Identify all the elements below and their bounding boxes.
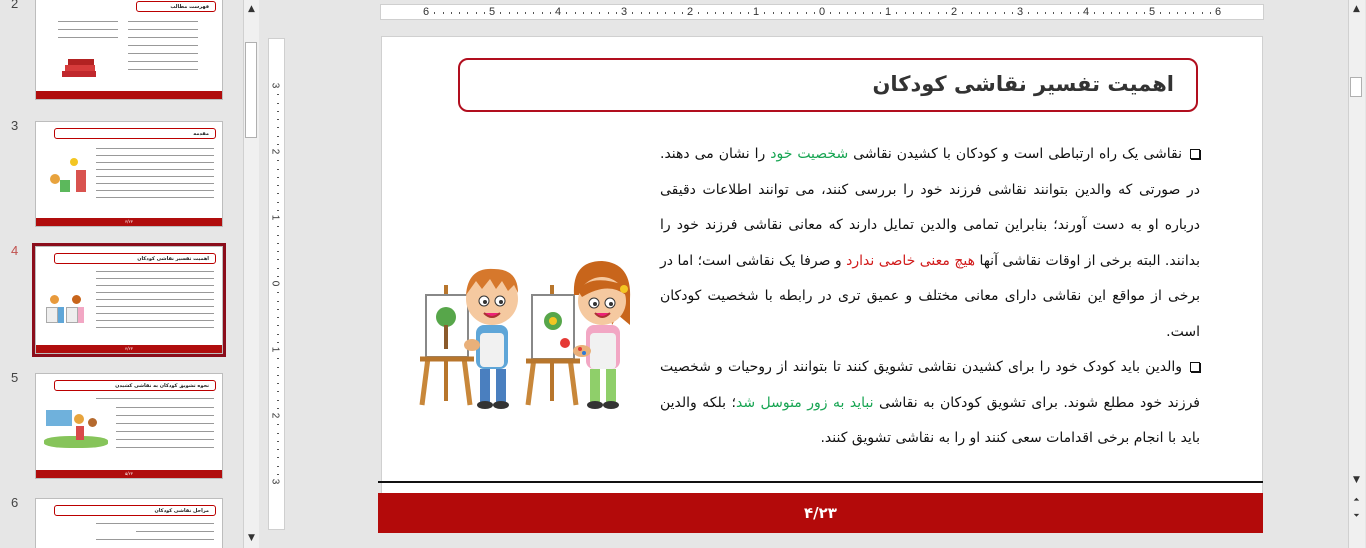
family-park-icon (44, 406, 108, 450)
ruler-tick (1037, 12, 1038, 14)
slide-number-2: 2 (11, 0, 19, 11)
ruler-label: 6 (1214, 6, 1222, 18)
slide-page-number: ۴/۲۳ (804, 504, 837, 522)
ruler-tick (277, 433, 279, 434)
text-run: والدین باید کودک خود را برای کشیدن نقاشی تشویق کنند تا بتوانند از روحیات و شخصیت فرزند خود مطلع شوند. برای تشویق کودکان به نقاشی (660, 359, 1201, 411)
ruler-tick (1028, 12, 1029, 14)
ruler-tick (277, 276, 279, 277)
ruler-label: 1 (269, 214, 281, 221)
ruler-tick (277, 474, 279, 475)
text-run: ؛ بلکه والدین باید با انجام برخی اقدامات سعی کنند او را به نقاشی تشویق کنند. (660, 394, 1200, 446)
thumb-footer: ۵/۲۳ (36, 470, 222, 478)
ruler-tick (731, 12, 732, 14)
ruler-tick (277, 367, 279, 368)
ruler-tick (1169, 12, 1170, 14)
ruler-tick (277, 400, 279, 401)
ruler-tick (277, 309, 279, 310)
ruler-label: 0 (269, 280, 281, 287)
ruler-label: 4 (1082, 6, 1090, 18)
ruler-tick (533, 12, 534, 14)
ruler-tick (863, 12, 864, 14)
ruler-tick (806, 12, 807, 14)
ruler-tick (740, 12, 741, 14)
ruler-tick (451, 12, 452, 14)
ruler-tick (277, 342, 279, 343)
ruler-tick (277, 301, 279, 302)
ruler-tick (277, 210, 279, 211)
ruler-tick (1012, 12, 1013, 14)
ruler-tick (797, 12, 798, 14)
slide-thumbnail-3[interactable] (35, 121, 223, 227)
slide-number-6: 6 (11, 495, 19, 510)
children-painting-illustration (412, 255, 644, 417)
ruler-label: 2 (269, 412, 281, 419)
slide-thumbnail-5[interactable] (35, 373, 223, 479)
ruler-tick (938, 12, 939, 14)
ruler-tick (657, 12, 658, 14)
ruler-tick (830, 12, 831, 14)
slide-thumbnail-4[interactable] (35, 246, 223, 354)
ruler-tick (434, 12, 435, 14)
thumb-title: نحوه تشویق کودکان به نقاشی کشیدن (54, 380, 216, 391)
slide-thumbnail-pane[interactable] (0, 0, 242, 548)
ruler-tick (987, 12, 988, 14)
ruler-tick (929, 12, 930, 14)
ruler-label: 6 (422, 6, 430, 18)
ruler-tick (1004, 12, 1005, 14)
ruler-tick (277, 127, 279, 128)
ruler-tick (748, 12, 749, 14)
slide-number-3: 3 (11, 118, 19, 133)
ruler-tick (277, 136, 279, 137)
ruler-tick (905, 12, 906, 14)
ruler-tick (1160, 12, 1161, 14)
next-slide-icon[interactable]: ⏷ (1353, 511, 1360, 520)
ruler-tick (277, 111, 279, 112)
ruler-tick (484, 12, 485, 14)
thumb-footer: ۴/۲۳ (36, 345, 222, 353)
ruler-tick (277, 375, 279, 376)
ruler-tick (277, 358, 279, 359)
ruler-tick (665, 12, 666, 14)
ruler-label: 1 (884, 6, 892, 18)
ruler-tick (649, 12, 650, 14)
ruler-tick (525, 12, 526, 14)
text-run: و صرفا یک نقاشی است؛ اما در برخی از مواقع این نقاشی دارای معانی مختلف و عمیق تری در رابطه با شخصیت کودکان است. (660, 252, 1200, 340)
ruler-tick (277, 226, 279, 227)
ruler-label: 3 (620, 6, 628, 18)
thumb-title: مقدمه (54, 128, 216, 139)
ruler-tick (277, 408, 279, 409)
ruler-tick (1119, 12, 1120, 14)
ruler-tick (575, 12, 576, 14)
slide-canvas[interactable] (381, 36, 1263, 532)
ruler-tick (913, 12, 914, 14)
bullet-icon (1190, 362, 1200, 372)
slide-body-text[interactable] (660, 137, 1200, 457)
ruler-tick (781, 12, 782, 14)
ruler-label: 1 (269, 346, 281, 353)
thumb-footer: ۳/۲۳ (36, 218, 222, 226)
right-easel (526, 285, 580, 405)
ruler-tick (1127, 12, 1128, 14)
ruler-tick (277, 193, 279, 194)
ruler-tick (872, 12, 873, 14)
ruler-tick (715, 12, 716, 14)
ruler-tick (517, 12, 518, 14)
scrollbar-thumb[interactable] (1350, 77, 1362, 97)
ruler-tick (1045, 12, 1046, 14)
slide-footer-bar (378, 493, 1263, 533)
ruler-tick (979, 12, 980, 14)
ruler-tick (277, 235, 279, 236)
ruler-tick (971, 12, 972, 14)
ruler-tick (591, 12, 592, 14)
ruler-tick (1210, 12, 1211, 14)
ruler-label: 3 (269, 478, 281, 485)
scroll-up-arrow-icon[interactable]: ▲ (248, 4, 255, 14)
ruler-tick (500, 12, 501, 14)
slide-number-4: 4 (11, 243, 19, 258)
slide-title-box[interactable] (458, 58, 1198, 112)
ruler-tick (962, 12, 963, 14)
ruler-label: 4 (554, 6, 562, 18)
ruler-tick (698, 12, 699, 14)
ruler-tick (277, 334, 279, 335)
ruler-tick (277, 243, 279, 244)
ruler-label: 5 (1148, 6, 1156, 18)
thumb-title: اهمیت تفسیر نقاشی کودکان (54, 253, 216, 264)
ruler-tick (723, 12, 724, 14)
ruler-tick (277, 325, 279, 326)
scroll-up-arrow-icon[interactable]: ▲ (1353, 4, 1360, 14)
text-run: را نشان می دهند. در صورتی که والدین بتوانند نقاشی فرزند خود را بررسی کنند، می توانند اطلاعات دقیقی درباره او به دست آورند؛ بنابراین تمامی والدین تمایل دارند که معانی نقاشی فرزند خود را بدانند. البته برخی از اوقات نقاشی آنها (660, 146, 1200, 269)
scroll-down-arrow-icon[interactable]: ▼ (1353, 475, 1360, 485)
ruler-tick (1144, 12, 1145, 14)
ruler-tick (1103, 12, 1104, 14)
ruler-tick (789, 12, 790, 14)
slide-number-5: 5 (11, 370, 19, 385)
ruler-tick (277, 94, 279, 95)
ruler-tick (855, 12, 856, 14)
text-highlight-green: شخصیت خود (770, 146, 849, 162)
text-highlight-red: هیچ معنی خاصی ندارد (846, 252, 975, 269)
ruler-tick (608, 12, 609, 14)
ruler-label: 2 (950, 6, 958, 18)
ruler-tick (880, 12, 881, 14)
thumbnail-scrollbar[interactable] (243, 0, 259, 548)
boy-figure (464, 269, 518, 409)
ruler-tick (1136, 12, 1137, 14)
ruler-tick (277, 202, 279, 203)
ruler-tick (1094, 12, 1095, 14)
ruler-tick (277, 177, 279, 178)
children-drawing-icon (46, 156, 92, 196)
slide-thumbnail-2[interactable] (35, 0, 223, 100)
ruler-label: 1 (752, 6, 760, 18)
ruler-tick (277, 268, 279, 269)
ruler-tick (509, 12, 510, 14)
ruler-tick (277, 144, 279, 145)
text-run: نقاشی یک راه ارتباطی است و کودکان با کشیدن نقاشی (848, 146, 1182, 162)
ruler-tick (277, 449, 279, 450)
ruler-tick (277, 292, 279, 293)
ruler-tick (1193, 12, 1194, 14)
ruler-tick (707, 12, 708, 14)
vertical-ruler[interactable] (268, 38, 285, 530)
ruler-tick (277, 441, 279, 442)
ruler-tick (1177, 12, 1178, 14)
thumb-title: فهرست مطالب (136, 1, 216, 12)
ruler-tick (946, 12, 947, 14)
books-icon (62, 59, 98, 79)
ruler-tick (773, 12, 774, 14)
thumb-title: مراحل نقاشی کودکان (54, 505, 216, 516)
ruler-label: 2 (686, 6, 694, 18)
ruler-tick (476, 12, 477, 14)
ruler-tick (599, 12, 600, 14)
painting-kids-icon (44, 293, 90, 329)
ruler-tick (277, 185, 279, 186)
ruler-tick (682, 12, 683, 14)
ruler-label: 3 (269, 82, 281, 89)
ruler-tick (1185, 12, 1186, 14)
ruler-tick (542, 12, 543, 14)
ruler-tick (277, 466, 279, 467)
ruler-tick (277, 317, 279, 318)
ruler-tick (459, 12, 460, 14)
ruler-tick (674, 12, 675, 14)
bullet-paragraph-2 (660, 350, 1200, 457)
ruler-tick (921, 12, 922, 14)
bullet-icon (1190, 149, 1200, 159)
thumb-footer (36, 91, 222, 99)
ruler-tick (1053, 12, 1054, 14)
ruler-tick (277, 383, 279, 384)
slide-title: اهمیت تفسیر نقاشی کودکان (872, 72, 1174, 96)
slide-thumbnail-6[interactable] (35, 498, 223, 548)
horizontal-ruler[interactable] (380, 4, 1264, 20)
ruler-tick (616, 12, 617, 14)
ruler-tick (277, 251, 279, 252)
girl-figure (573, 261, 630, 409)
ruler-tick (1202, 12, 1203, 14)
ruler-tick (896, 12, 897, 14)
ruler-tick (995, 12, 996, 14)
ruler-tick (277, 391, 279, 392)
ruler-tick (277, 119, 279, 120)
ruler-tick (277, 259, 279, 260)
ruler-tick (550, 12, 551, 14)
ruler-tick (764, 12, 765, 14)
text-highlight-green: نباید به زور متوسل شد (735, 394, 874, 411)
previous-slide-icon[interactable]: ⏶ (1353, 495, 1360, 504)
ruler-tick (632, 12, 633, 14)
ruler-tick (467, 12, 468, 14)
ruler-label: 5 (488, 6, 496, 18)
ruler-tick (583, 12, 584, 14)
ruler-tick (566, 12, 567, 14)
slide-scrollbar[interactable] (1348, 0, 1365, 548)
scrollbar-thumb[interactable] (245, 42, 257, 138)
slide-divider-line (378, 481, 1263, 483)
ruler-tick (847, 12, 848, 14)
ruler-tick (277, 160, 279, 161)
ruler-tick (839, 12, 840, 14)
scroll-down-arrow-icon[interactable]: ▼ (248, 533, 255, 543)
ruler-tick (277, 457, 279, 458)
ruler-tick (1070, 12, 1071, 14)
ruler-tick (814, 12, 815, 14)
ruler-tick (277, 424, 279, 425)
ruler-label: 2 (269, 148, 281, 155)
bullet-paragraph-1 (660, 137, 1200, 350)
ruler-tick (443, 12, 444, 14)
ruler-tick (1061, 12, 1062, 14)
ruler-label: 3 (1016, 6, 1024, 18)
ruler-tick (1078, 12, 1079, 14)
ruler-label: 0 (818, 6, 826, 18)
ruler-tick (277, 169, 279, 170)
ruler-tick (641, 12, 642, 14)
ruler-tick (1111, 12, 1112, 14)
ruler-tick (277, 103, 279, 104)
